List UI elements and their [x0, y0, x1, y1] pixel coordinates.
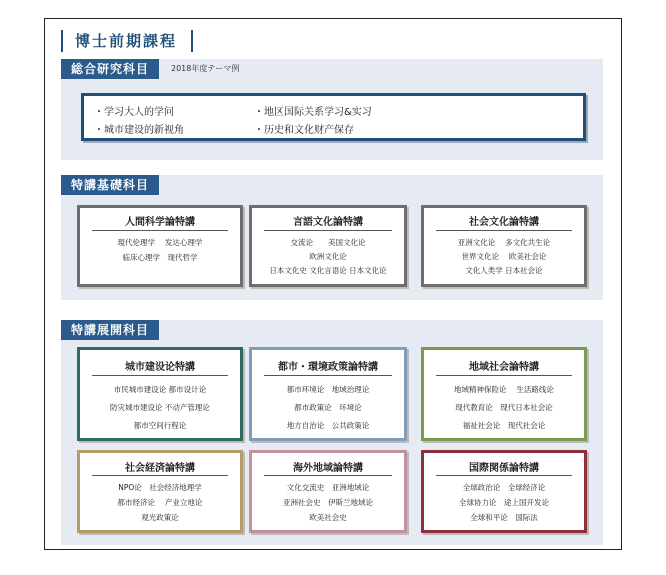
card-course-line: 观光政策论 [141, 513, 179, 522]
card-divider [264, 375, 392, 376]
card-course-line: 交流论 美国文化论 [290, 238, 366, 247]
card-divider [92, 475, 228, 476]
topic-item: ・历史和文化财产保存 [254, 125, 354, 136]
section-label: 特講展開科目 [61, 320, 159, 340]
card-divider [264, 475, 392, 476]
card-course-line: 全球和平论 国际法 [470, 513, 538, 522]
course-card [249, 347, 407, 441]
course-card [77, 450, 243, 533]
card-title: 地域社会論特講 [469, 362, 539, 373]
card-course-line: 日本文化史 文化言语论 日本文化论 [269, 266, 387, 275]
section-general-research [61, 59, 603, 160]
card-title: 都市・環境政策論特講 [278, 362, 378, 373]
section-basic-lectures [61, 175, 603, 300]
card-course-line: 欧美社会史 [309, 513, 347, 522]
card-course-line: 全球协力论 途上国开发论 [459, 498, 549, 507]
card-course-line: 亚洲社会史 伊斯兰地域论 [283, 498, 373, 507]
topic-item: ・城市建设的新视角 [94, 125, 184, 136]
course-card [77, 347, 243, 441]
card-course-line: 都市空间行程论 [133, 421, 187, 430]
card-course-line: 福祉社会论 现代社会论 [462, 421, 546, 430]
page-title: 博士前期課程 [61, 30, 193, 52]
card-course-line: 地域精神保险论 生活路线论 [454, 385, 554, 394]
card-title: 海外地域論特講 [293, 463, 363, 474]
card-course-line: 地方自治论 公共政策论 [286, 421, 370, 430]
topics-box [81, 93, 586, 141]
course-card [421, 450, 587, 533]
card-title: 社会経済論特講 [125, 463, 195, 474]
card-course-line: 現代伦理学 发达心理学 [117, 238, 203, 247]
card-title: 国際関係論特講 [469, 463, 539, 474]
course-card [249, 450, 407, 533]
card-divider [92, 375, 228, 376]
topic-item: ・地区国际关系学习&实习 [254, 107, 372, 118]
course-card [421, 347, 587, 441]
card-course-line: NPO论 社会经济地理学 [118, 483, 202, 492]
topic-item: ・学习大人的学问 [94, 107, 174, 118]
card-title: 人間科学論特講 [125, 217, 195, 228]
section-label: 特講基礎科目 [61, 175, 159, 195]
section-subtitle: 2018年度テーマ例 [171, 64, 240, 73]
card-course-line: 都市政策论 环境论 [294, 403, 362, 412]
card-course-line: 文化人类学 日本社会论 [465, 266, 543, 275]
course-card [77, 205, 243, 287]
card-course-line: 世界文化论 欧美社会论 [461, 252, 547, 261]
card-divider [436, 230, 572, 231]
card-course-line: 都市环境论 地域治理论 [286, 385, 370, 394]
card-course-line: 文化交流史 亚洲地域论 [286, 483, 370, 492]
section-label: 総合研究科目 [61, 59, 159, 79]
card-divider [436, 475, 572, 476]
card-divider [436, 375, 572, 376]
course-card [421, 205, 587, 287]
section-applied-lectures [61, 320, 603, 545]
card-title: 城市建设论特講 [125, 362, 195, 373]
page-frame [44, 18, 622, 550]
card-course-line: 防灾城市建设论 不动产管理论 [110, 403, 210, 412]
course-card [249, 205, 407, 287]
card-course-line: 市民城市建设论 都市设计论 [113, 385, 207, 394]
card-divider [264, 230, 392, 231]
card-course-line: 全球政治论 全球经济论 [462, 483, 546, 492]
card-course-line: 都市经济论 产业立地论 [117, 498, 203, 507]
card-course-line: 亚洲文化论 多文化共生论 [457, 238, 551, 247]
card-course-line: 临床心理学 现代哲学 [122, 253, 198, 262]
card-title: 社会文化論特講 [469, 217, 539, 228]
card-course-line: 现代教育论 现代日本社会论 [455, 403, 553, 412]
card-divider [92, 230, 228, 231]
card-title: 言語文化論特講 [293, 217, 363, 228]
card-course-line: 欧洲文化论 [309, 252, 347, 261]
